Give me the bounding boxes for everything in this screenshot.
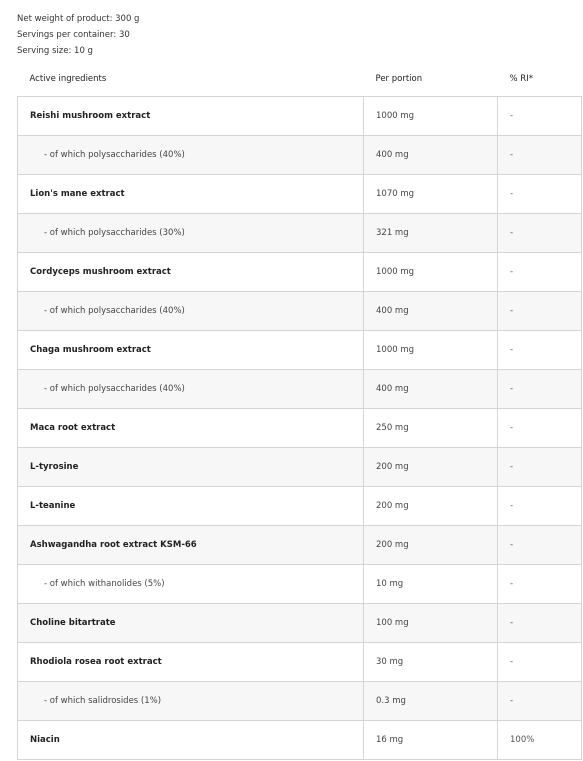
per-portion-value: 200 mg bbox=[364, 487, 498, 526]
per-portion-value: 250 mg bbox=[364, 409, 498, 448]
table-row bbox=[18, 331, 582, 370]
ingredient-name: Lion's mane extract bbox=[18, 175, 364, 214]
table-row bbox=[18, 97, 582, 136]
ri-value: - bbox=[498, 136, 582, 175]
ri-value: - bbox=[498, 409, 582, 448]
table-row bbox=[18, 682, 582, 721]
ri-value: - bbox=[498, 292, 582, 331]
table-row bbox=[18, 292, 582, 331]
ingredient-name: - of which polysaccharides (30%) bbox=[18, 214, 364, 253]
ri-value: - bbox=[498, 565, 582, 604]
header-percent-ri: % RI* bbox=[498, 62, 582, 97]
ri-value: - bbox=[498, 682, 582, 721]
per-portion-value: 1000 mg bbox=[364, 331, 498, 370]
ingredient-name: Cordyceps mushroom extract bbox=[18, 253, 364, 292]
ingredient-name: - of which salidrosides (1%) bbox=[18, 682, 364, 721]
per-portion-value: 30 mg bbox=[364, 643, 498, 682]
table-row bbox=[18, 409, 582, 448]
ri-value: - bbox=[498, 214, 582, 253]
table-row bbox=[18, 214, 582, 253]
ri-value: - bbox=[498, 97, 582, 136]
ri-value: - bbox=[498, 331, 582, 370]
nutrition-table-container bbox=[17, 62, 581, 760]
ingredient-name: L-tyrosine bbox=[18, 448, 364, 487]
per-portion-value: 1000 mg bbox=[364, 253, 498, 292]
ingredient-name: Niacin bbox=[18, 721, 364, 760]
ingredient-name: - of which polysaccharides (40%) bbox=[18, 292, 364, 331]
per-portion-value: 200 mg bbox=[364, 448, 498, 487]
per-portion-value: 400 mg bbox=[364, 292, 498, 331]
per-portion-value: 400 mg bbox=[364, 370, 498, 409]
per-portion-value: 321 mg bbox=[364, 214, 498, 253]
ri-value: - bbox=[498, 370, 582, 409]
table-row bbox=[18, 253, 582, 292]
ri-value: - bbox=[498, 526, 582, 565]
table-row bbox=[18, 643, 582, 682]
table-row bbox=[18, 487, 582, 526]
per-portion-value: 16 mg bbox=[364, 721, 498, 760]
table-row bbox=[18, 370, 582, 409]
header-active-ingredients: Active ingredients bbox=[18, 62, 364, 97]
net-weight-text: Net weight of product: 300 g bbox=[17, 14, 140, 24]
per-portion-value: 1000 mg bbox=[364, 97, 498, 136]
per-portion-value: 200 mg bbox=[364, 526, 498, 565]
ingredients-table bbox=[17, 62, 582, 760]
header-per-portion: Per portion bbox=[364, 62, 498, 97]
table-row bbox=[18, 604, 582, 643]
table-row bbox=[18, 175, 582, 214]
ingredient-name: - of which withanolides (5%) bbox=[18, 565, 364, 604]
ri-value: - bbox=[498, 253, 582, 292]
table-body bbox=[18, 97, 582, 760]
per-portion-value: 100 mg bbox=[364, 604, 498, 643]
per-portion-value: 10 mg bbox=[364, 565, 498, 604]
ri-value: - bbox=[498, 604, 582, 643]
servings-per-container-text: Servings per container: 30 bbox=[17, 30, 130, 40]
per-portion-value: 0.3 mg bbox=[364, 682, 498, 721]
ingredient-name: Choline bitartrate bbox=[18, 604, 364, 643]
ingredient-name: - of which polysaccharides (40%) bbox=[18, 370, 364, 409]
table-row bbox=[18, 721, 582, 760]
ri-value: - bbox=[498, 448, 582, 487]
per-portion-value: 400 mg bbox=[364, 136, 498, 175]
ingredient-name: Chaga mushroom extract bbox=[18, 331, 364, 370]
table-header-row bbox=[18, 62, 582, 97]
ri-value: - bbox=[498, 175, 582, 214]
ingredient-name: - of which polysaccharides (40%) bbox=[18, 136, 364, 175]
ri-value: - bbox=[498, 643, 582, 682]
ingredient-name: Reishi mushroom extract bbox=[18, 97, 364, 136]
table-row bbox=[18, 136, 582, 175]
serving-size-text: Serving size: 10 g bbox=[17, 46, 93, 56]
ingredient-name: Maca root extract bbox=[18, 409, 364, 448]
per-portion-value: 1070 mg bbox=[364, 175, 498, 214]
table-row bbox=[18, 526, 582, 565]
table-row bbox=[18, 565, 582, 604]
product-info bbox=[17, 11, 139, 59]
ri-value: 100% bbox=[498, 721, 582, 760]
ingredient-name: L-teanine bbox=[18, 487, 364, 526]
ri-value: - bbox=[498, 487, 582, 526]
ingredient-name: Ashwagandha root extract KSM-66 bbox=[18, 526, 364, 565]
table-row bbox=[18, 448, 582, 487]
ingredient-name: Rhodiola rosea root extract bbox=[18, 643, 364, 682]
